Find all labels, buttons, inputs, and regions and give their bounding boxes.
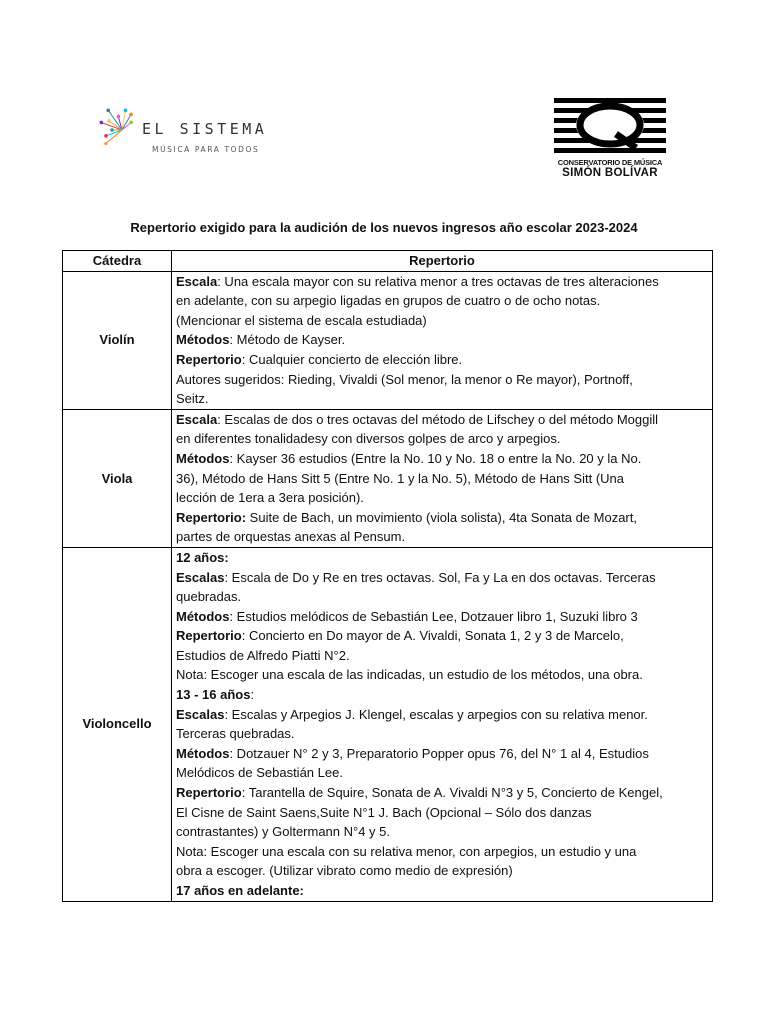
line-label: Métodos: [176, 608, 230, 624]
burst-dot: [106, 109, 110, 113]
line-text: : Escala de Do y Re en tres octavas. Sol, Fa y La en dos octavas. Terceras: [224, 569, 656, 585]
burst-ray: [106, 130, 122, 136]
repertorio-line: [176, 783, 709, 803]
line-text: Melódicos de Sebastián Lee.: [176, 765, 343, 781]
repertorio-line: [176, 272, 709, 292]
line-text: : Escalas y Arpegios J. Klengel, escalas y arpegios con su relativa menor.: [224, 706, 648, 722]
table-header-row: [63, 251, 713, 272]
burst-dot: [124, 109, 128, 113]
repertorio-line: [176, 429, 709, 449]
repertorio-line: [176, 449, 709, 469]
header-repertorio: Repertorio: [172, 251, 713, 272]
repertorio-cell: [172, 271, 713, 409]
repertorio-line: [176, 724, 709, 744]
repertorio-line: [176, 568, 709, 588]
line-text: Nota: Escoger una escala de las indicadas, un estudio de los métodos, una obra.: [176, 667, 643, 683]
line-text: Suite de Bach, un movimiento (viola solista), 4ta Sonata de Mozart,: [246, 509, 637, 525]
catedra-cell: Violín: [63, 271, 172, 409]
repertorio-line: [176, 291, 709, 311]
repertorio-line: [176, 626, 709, 646]
repertorio-line: [176, 685, 709, 705]
el-sistema-logo: [96, 98, 296, 160]
line-text: : Concierto en Do mayor de A. Vivaldi, Sonata 1, 2 y 3 de Marcelo,: [241, 628, 624, 644]
burst-ray: [106, 130, 122, 143]
repertorio-line: [176, 389, 709, 409]
repertorio-line: [176, 350, 709, 370]
conservatorio-subname: SIMÓN BOLÍVAR: [562, 167, 658, 179]
table-row: [63, 271, 713, 409]
burst-dot: [104, 142, 108, 146]
repertorio-line: [176, 311, 709, 331]
repertorio-line: [176, 646, 709, 666]
table-row: [63, 409, 713, 547]
line-text: Estudios de Alfredo Piatti N°2.: [176, 647, 350, 663]
line-label: Métodos: [176, 450, 230, 466]
repertorio-line: [176, 763, 709, 783]
line-label: Repertorio: [176, 785, 242, 801]
line-text: contrastantes) y Goltermann N°4 y 5.: [176, 824, 391, 840]
line-text: El Cisne de Saint Saens,Suite N°1 J. Bach (Opcional – Sólo dos danzas: [176, 804, 592, 820]
line-text: : Kayser 36 estudios (Entre la No. 10 y No. 18 o entre la No. 20 y la No.: [229, 450, 642, 466]
line-text: quebradas.: [176, 589, 242, 605]
line-label: Escala: [176, 411, 218, 427]
logo-brand-text: EL SISTEMA: [142, 120, 268, 138]
conservatorio-logo: [554, 98, 666, 186]
burst-dot: [107, 119, 111, 123]
line-label: Repertorio: [176, 628, 242, 644]
logo-tagline: MÚSICA PARA TODOS: [152, 145, 260, 154]
line-text: en diferentes tonalidadesy con diversos golpes de arco y arpegios.: [176, 431, 561, 447]
line-text: Autores sugeridos: Rieding, Vivaldi (Sol menor, la menor o Re mayor), Portnoff,: [176, 371, 633, 387]
line-text: Nota: Escoger una escala con su relativa menor, con arpegios, un estudio y una: [176, 843, 637, 859]
repertorio-line: [176, 861, 709, 881]
repertorio-line: [176, 842, 709, 862]
repertorio-line: [176, 881, 709, 901]
line-text: : Escalas de dos o tres octavas del método de Lifschey o del método Moggill: [217, 411, 659, 427]
burst-dot: [100, 121, 104, 125]
repertorio-line: [176, 607, 709, 627]
line-text: : Método de Kayser.: [229, 332, 346, 348]
repertorio-line: [176, 330, 709, 350]
line-text: obra a escoger. (Utilizar vibrato como medio de expresión): [176, 863, 513, 879]
line-text: :: [250, 687, 255, 703]
repertorio-cell: [172, 547, 713, 901]
burst-dot: [104, 134, 108, 138]
catedra-cell: Viola: [63, 409, 172, 547]
line-text: partes de orquestas anexas al Pensum.: [176, 529, 406, 545]
line-text: Terceras quebradas.: [176, 726, 295, 742]
repertorio-line: [176, 370, 709, 390]
repertorio-line: [176, 527, 709, 547]
repertorio-line: [176, 803, 709, 823]
line-text: lección de 1era a 3era posición).: [176, 490, 364, 506]
repertorio-line: [176, 822, 709, 842]
line-label: 13 - 16 años: [176, 687, 251, 703]
line-label: Escalas: [176, 569, 225, 585]
line-text: (Mencionar el sistema de escala estudiada): [176, 312, 427, 328]
repertorio-line: [176, 469, 709, 489]
header-catedra: Cátedra: [63, 251, 172, 272]
line-text: : Cualquier concierto de elección libre.: [241, 351, 463, 367]
burst-dot: [110, 128, 114, 132]
burst-dot: [117, 115, 121, 119]
table-row: [63, 547, 713, 901]
conservatorio-name: CONSERVATORIO DE MÚSICA: [557, 158, 663, 167]
repertorio-line: [176, 587, 709, 607]
repertorio-cell: [172, 409, 713, 547]
repertorio-line: [176, 665, 709, 685]
line-label: Métodos: [176, 332, 230, 348]
line-label: Escala: [176, 273, 218, 289]
burst-icon: [96, 98, 142, 158]
repertorio-line: [176, 744, 709, 764]
line-text: : Estudios melódicos de Sebastián Lee, Dotzauer libro 1, Suzuki libro 3: [229, 608, 638, 624]
line-label: Métodos: [176, 745, 230, 761]
line-label: Escalas: [176, 706, 225, 722]
burst-dot: [129, 113, 133, 117]
line-label: 12 años:: [176, 549, 229, 565]
line-text: en adelante, con su arpegio ligadas en grupos de cuatro o de ocho notas.: [176, 293, 601, 309]
catedra-cell: Violoncello: [63, 547, 172, 901]
repertorio-line: [176, 488, 709, 508]
line-label: Repertorio: [176, 351, 242, 367]
line-label: Repertorio:: [176, 509, 247, 525]
repertorio-line: [176, 508, 709, 528]
line-text: Seitz.: [176, 391, 209, 407]
document-title: Repertorio exigido para la audición de los nuevos ingresos año escolar 2023-2024: [130, 220, 638, 235]
burst-dot: [129, 120, 133, 124]
line-text: : Una escala mayor con su relativa menor a tres octavas de tres alteraciones: [217, 273, 659, 289]
repertoire-table: [62, 250, 713, 902]
repertorio-line: [176, 410, 709, 430]
line-text: : Tarantella de Squire, Sonata de A. Vivaldi N°3 y 5, Concierto de Kengel,: [241, 785, 663, 801]
repertorio-line: [176, 705, 709, 725]
conservatorio-emblem-icon: [554, 98, 666, 156]
repertorio-line: [176, 548, 709, 568]
line-text: 36), Método de Hans Sitt 5 (Entre No. 1 y la No. 5), Método de Hans Sitt (Una: [176, 470, 624, 486]
line-text: : Dotzauer N° 2 y 3, Preparatorio Popper opus 76, del N° 1 al 4, Estudios: [229, 745, 649, 761]
line-label: 17 años en adelante:: [176, 883, 304, 898]
